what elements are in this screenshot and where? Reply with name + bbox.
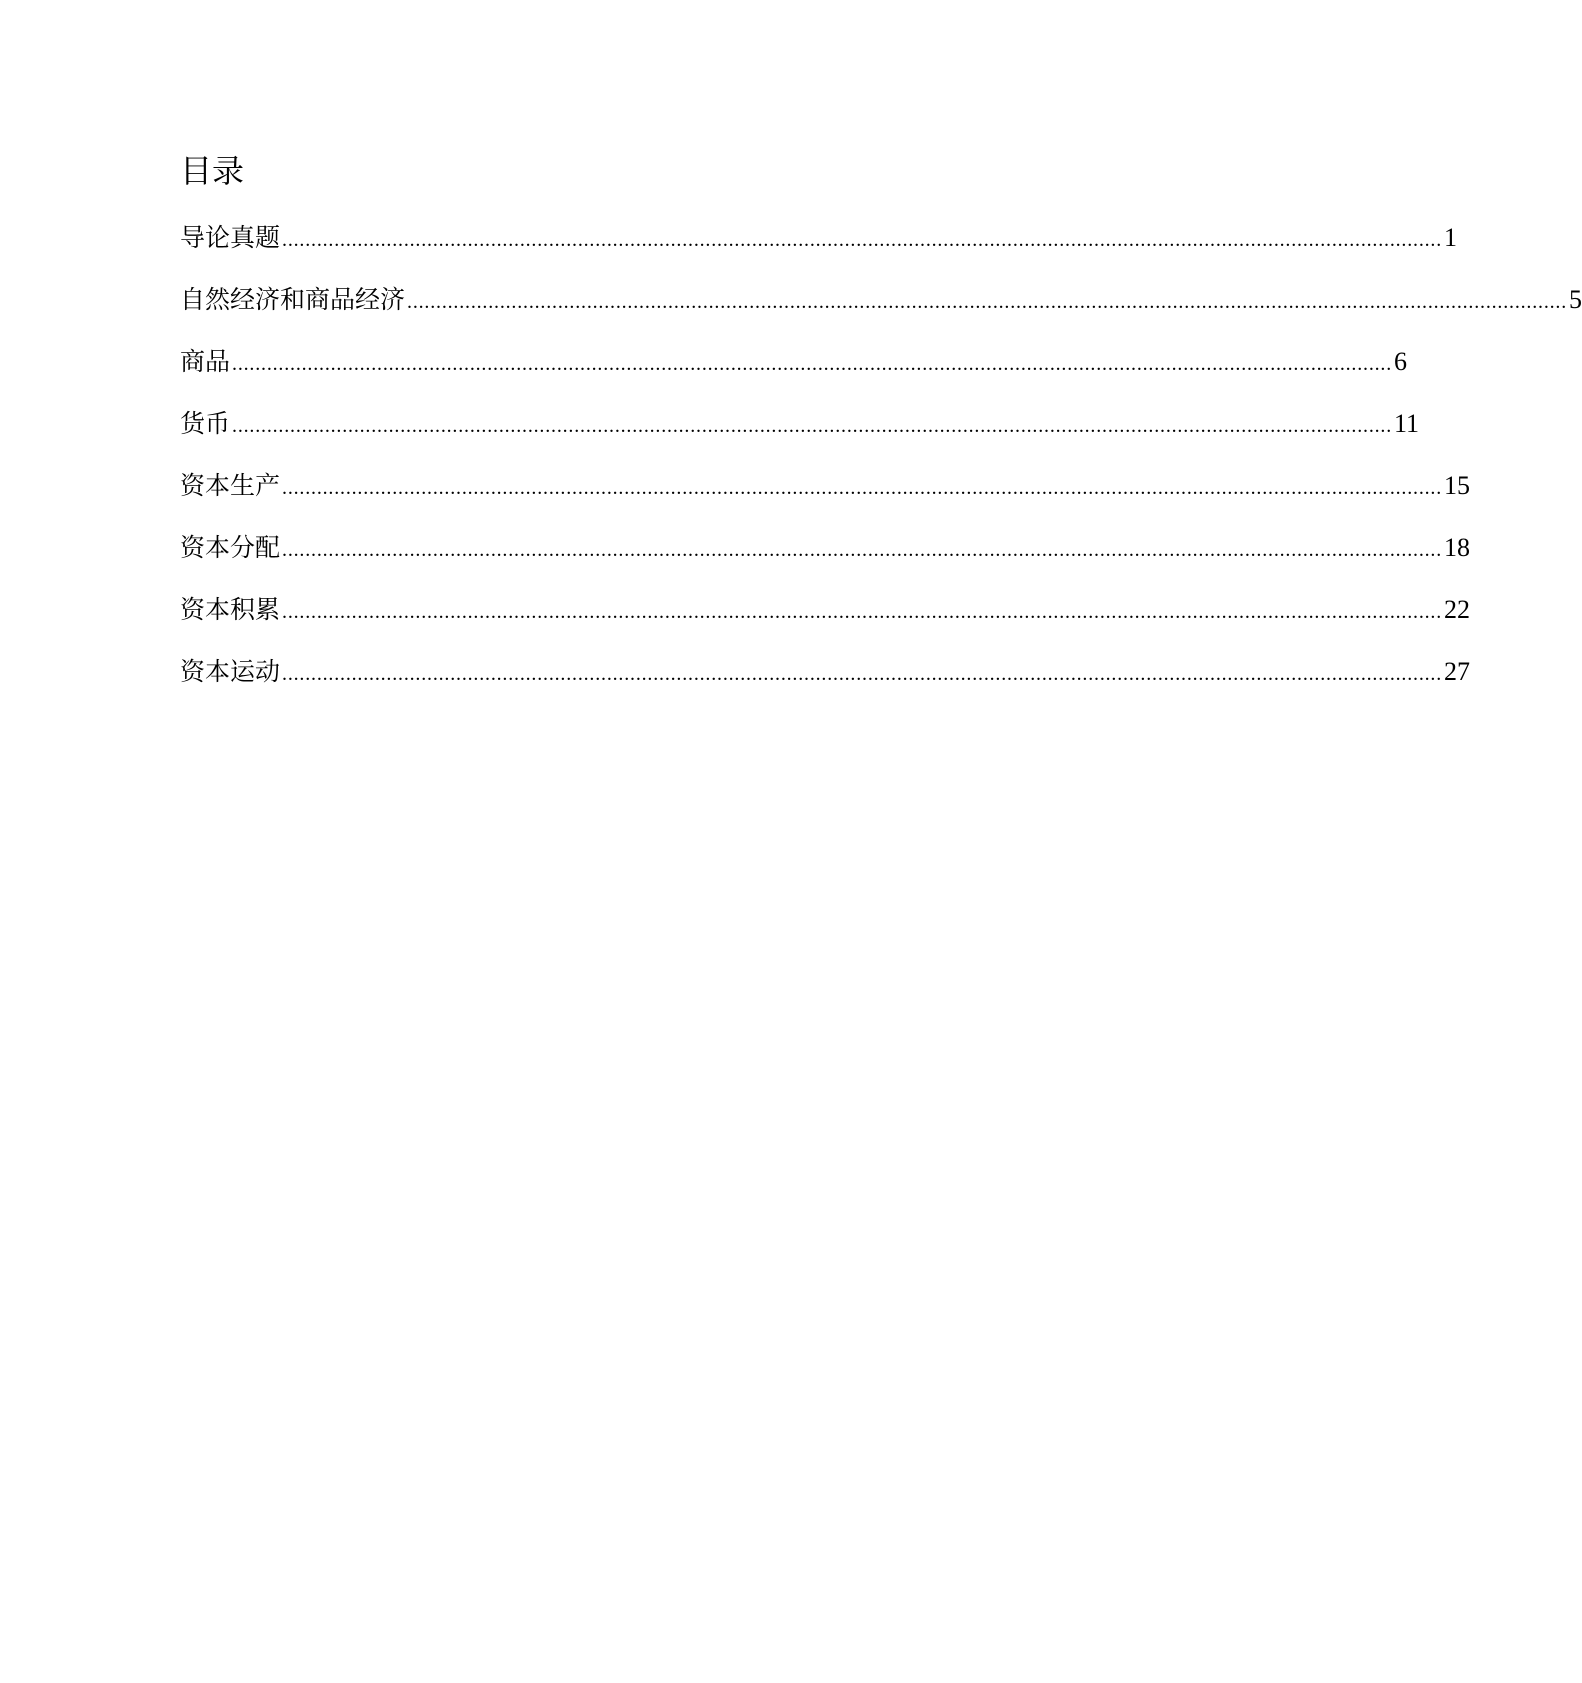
toc-entry[interactable] <box>180 466 1471 528</box>
toc-list <box>180 218 1582 714</box>
dot-leader: ........................................................................................................................................................................................................ <box>232 353 1393 375</box>
toc-entry[interactable] <box>180 342 1408 404</box>
toc-entry[interactable] <box>180 590 1471 652</box>
toc-entry-page: 1 <box>1444 223 1458 252</box>
toc-entry-label: 货币 <box>180 409 231 438</box>
dot-leader: ........................................................................................................................................................................................................ <box>282 601 1443 623</box>
dot-leader: ........................................................................................................................................................................................................ <box>282 663 1443 685</box>
toc-entry-label: 导论真题 <box>180 223 281 252</box>
toc-entry-page: 15 <box>1444 471 1471 500</box>
toc-entry-label: 资本分配 <box>180 533 281 562</box>
toc-entry-page: 5 <box>1569 285 1582 314</box>
toc-entry-page: 6 <box>1394 347 1408 376</box>
dot-leader: ........................................................................................................................................................................................................ <box>282 229 1443 251</box>
dot-leader: ........................................................................................................................................................................................................ <box>407 291 1568 313</box>
toc-entry-label: 资本生产 <box>180 471 281 500</box>
toc-title: 目录 <box>180 152 245 190</box>
toc-entry-label: 自然经济和商品经济 <box>180 285 406 314</box>
dot-leader: ........................................................................................................................................................................................................ <box>282 539 1443 561</box>
toc-entry[interactable] <box>180 652 1471 714</box>
toc-entry-label: 商品 <box>180 347 231 376</box>
toc-entry-page: 27 <box>1444 657 1471 686</box>
toc-entry-page: 11 <box>1394 409 1420 438</box>
toc-entry-label: 资本运动 <box>180 657 281 686</box>
toc-entry[interactable] <box>180 528 1471 590</box>
toc-entry-label: 资本积累 <box>180 595 281 624</box>
toc-entry[interactable] <box>180 280 1582 342</box>
toc-entry[interactable] <box>180 404 1420 466</box>
dot-leader: ........................................................................................................................................................................................................ <box>232 415 1393 437</box>
dot-leader: ........................................................................................................................................................................................................ <box>282 477 1443 499</box>
toc-entry-page: 18 <box>1444 533 1471 562</box>
toc-entry[interactable] <box>180 218 1458 280</box>
toc-entry-page: 22 <box>1444 595 1471 624</box>
